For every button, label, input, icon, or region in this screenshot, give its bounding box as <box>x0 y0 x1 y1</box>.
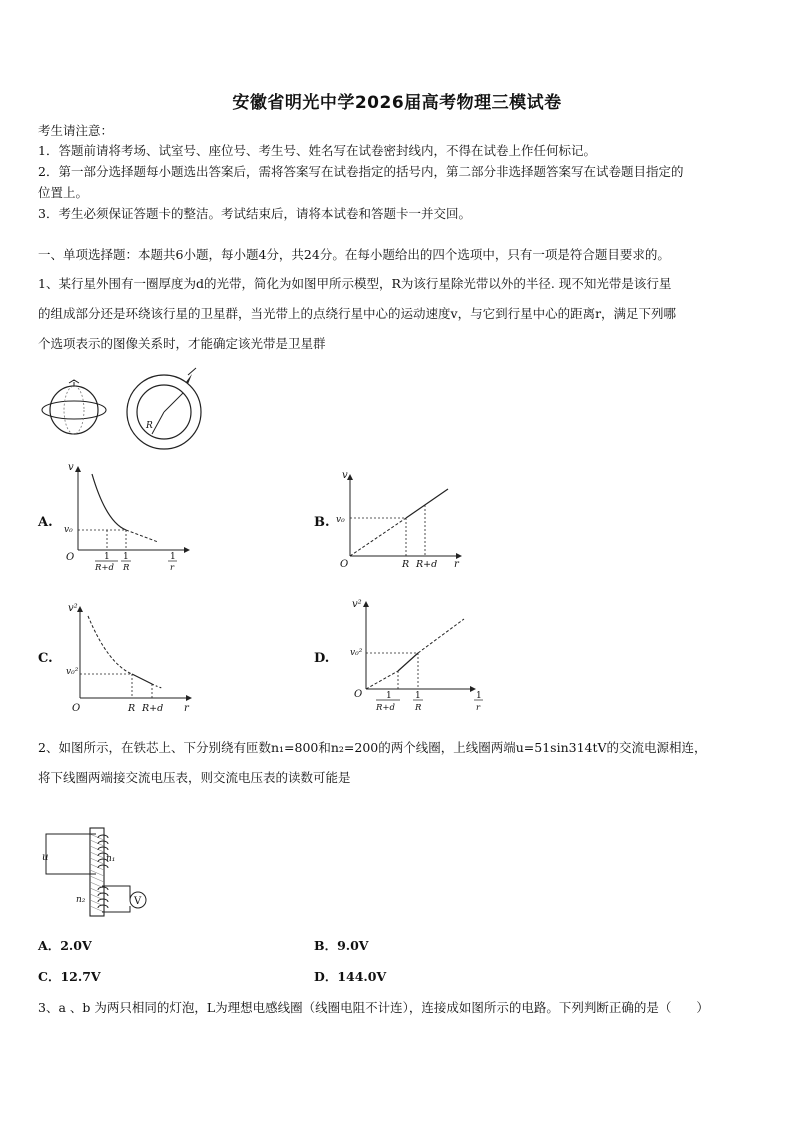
q2-option-c[interactable]: C．12.7V <box>38 969 101 984</box>
q2-option-b[interactable]: B．9.0V <box>314 938 369 953</box>
ring-cross-section <box>127 368 201 449</box>
x-axis-label: r <box>170 563 175 573</box>
x-axis-label: r <box>184 703 189 714</box>
v0-label: v₀ <box>336 515 345 525</box>
q1-text: 1、某行星外围有一圈厚度为d的光带，简化为如图甲所示模型，R为该行星除光带以外的半径. 现不知光带是该行星 <box>38 276 672 291</box>
x-axis-label: 1 <box>476 691 482 701</box>
x-axis-label: r <box>476 703 481 713</box>
planet-model-figure <box>38 370 218 450</box>
notice-heading: 考生请注意： <box>38 123 114 138</box>
n2-label: n₂ <box>76 895 86 905</box>
notice-item: 位置上。 <box>38 185 89 200</box>
q3-text: 3、a 、b 为两只相同的灯泡，L为理想电感线圈（线圈电阻不计连），连接成如图所示的电路。下列判断正确的是（ ） <box>38 1000 709 1015</box>
notice-item: 2．第一部分选择题每小题选出答案后，需将答案写在试卷指定的括号内，第二部分非选择题答案写在试卷题目指定的 <box>38 164 684 179</box>
tick-label: 1 <box>386 691 392 701</box>
section-heading: 一、单项选择题：本题共6小题，每小题4分，共24分。在每小题给出的四个选项中，只有一项是符合题目要求的。 <box>38 247 670 262</box>
page-title: 安徽省明光中学2026届高考物理三模试卷 <box>232 93 562 113</box>
option-b-label[interactable]: B. <box>314 515 330 530</box>
tick-label: R+d <box>376 703 395 713</box>
q2-option-a[interactable]: A．2.0V <box>38 938 92 953</box>
x-axis-label: 1 <box>170 552 176 562</box>
y-axis-label: v <box>68 462 74 473</box>
tick-label: 1 <box>123 552 129 562</box>
graph-d <box>340 597 480 715</box>
q1-text: 的组成部分还是环绕该行星的卫星群，当光带上的点绕行星中心的运动速度v，与它到行星中心的距离r，满足下列哪 <box>38 306 677 321</box>
tick-label: R <box>128 703 136 714</box>
tick-label: R+d <box>416 559 438 570</box>
y-axis-label: v² <box>68 603 78 614</box>
origin-label: O <box>66 552 75 563</box>
planet-sphere <box>42 380 106 434</box>
voltmeter-label: V <box>134 896 142 907</box>
x-axis-label: r <box>454 559 459 570</box>
origin-label: O <box>340 559 349 570</box>
q2-text: 2、如图所示，在铁芯上、下分别绕有匝数n₁=800和n₂=200的两个线圈，上线圈两端u=51sin314tV的交流电源相连， <box>38 740 707 755</box>
v0-label: v₀ <box>64 525 73 535</box>
y-axis-label: v² <box>352 599 362 610</box>
y-axis-label: v <box>342 470 348 481</box>
q1-text: 个选项表示的图像关系时，才能确定该光带是卫星群 <box>38 336 326 351</box>
notice-item: 3．考生必须保证答题卡的整洁。考试结束后，请将本试卷和答题卡一并交回。 <box>38 206 471 221</box>
radius-label: R <box>146 421 153 431</box>
tick-label: 1 <box>104 552 110 562</box>
tick-label: R <box>402 559 410 570</box>
v0-label: v₀² <box>350 648 363 658</box>
graph-a <box>62 462 192 574</box>
origin-label: O <box>72 703 81 714</box>
option-d-label[interactable]: D. <box>314 651 330 666</box>
tick-label: R <box>415 703 422 713</box>
q2-option-d[interactable]: D．144.0V <box>314 969 387 984</box>
graph-b <box>338 470 468 574</box>
option-a-label[interactable]: A. <box>38 515 53 530</box>
tick-label: R <box>123 563 130 573</box>
option-c-label[interactable]: C. <box>38 651 53 666</box>
tick-label: 1 <box>415 691 421 701</box>
graph-c <box>62 602 192 712</box>
notice-item: 1．答题前请将考场、试室号、座位号、考生号、姓名写在试卷密封线内，不得在试卷上作任何标记。 <box>38 143 596 158</box>
q2-text: 将下线圈两端接交流电压表，则交流电压表的读数可能是 <box>38 770 351 785</box>
tick-label: R+d <box>95 563 114 573</box>
n1-label: n₁ <box>106 854 116 864</box>
transformer-figure <box>40 826 160 921</box>
v0-label: v₀² <box>66 667 79 677</box>
tick-label: R+d <box>142 703 164 714</box>
origin-label: O <box>354 689 363 700</box>
source-u-label: u <box>42 852 49 863</box>
